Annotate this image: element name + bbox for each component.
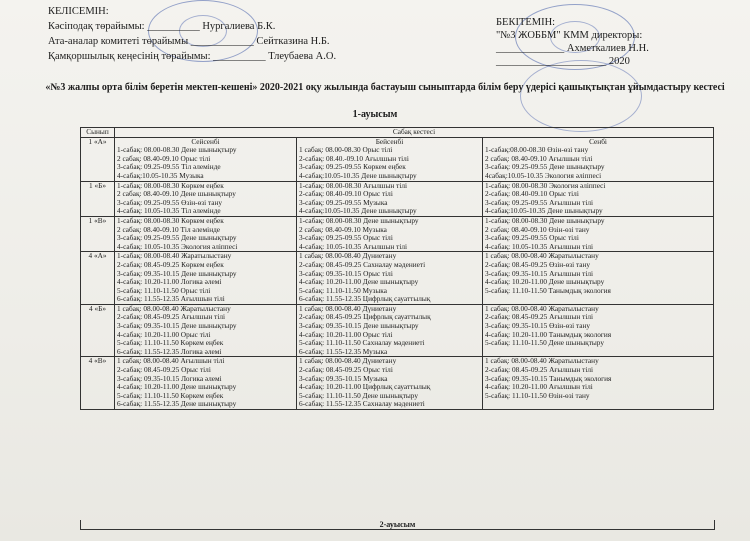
schedule-cell <box>297 304 483 357</box>
lesson-line: 6-сабақ: 11.55-12.35 Музыка <box>299 346 388 356</box>
lesson-line: 3-сабақ: 09.35-10.15 Дене шынықтыру <box>117 268 237 278</box>
lesson-line: 3-сабақ: 09.25-09.55 Дене шынықтыру <box>117 233 237 243</box>
lesson-line: 5-сабақ: 11.10-11.50 Танымдық экология <box>485 285 611 295</box>
lesson-line: 6-сабақ: 11.55-12.35 Дене шынықтыру <box>117 399 237 409</box>
approval-block-right <box>496 16 649 68</box>
lesson-line: 2-сабақ: 08.45-09.25 Цифрлық сауаттылық <box>299 312 431 322</box>
lesson-line: 2-сабақ: 08.45-09.25 Өзін-өзі тану <box>485 259 591 269</box>
lesson-line: 4-сабақ:10.05-10.35 Дене шынықтыру <box>485 206 603 216</box>
lesson-line: 4-сабақ: 10.20-11.00 Дене шынықтыру <box>299 277 419 287</box>
schedule-cell <box>115 357 297 410</box>
lesson-line: 5-сабақ: 11.10-11.50 Көркем еңбек <box>117 338 224 348</box>
schedule-cell <box>115 137 297 181</box>
schedule-cell <box>483 216 714 251</box>
lesson-line: 1-сабақ: 08.00-08.30 Ағылшын тілі <box>299 181 408 190</box>
schedule-cell <box>297 137 483 181</box>
approval-right-line: "№3 ЖОББМ" КММ директоры: <box>496 30 643 41</box>
day-name: Бейсенбі <box>375 137 404 146</box>
lesson-line: 5-сабақ: 11.10-11.50 Орыс тілі <box>117 285 211 295</box>
round-stamp-center <box>520 60 642 132</box>
lesson-line: 3-сабақ: 09.25-09.55 Дене шынықтыру <box>485 162 605 172</box>
lesson-line: 1 сабақ: 08.00-08.40 Жаратылыстану <box>117 304 231 313</box>
lesson-line: 3-сабақ: 09.35-10.15 Ағылшын тілі <box>485 268 594 278</box>
approval-right-label: БЕКІТЕМІН: <box>496 17 556 28</box>
lesson-line: 2-сабақ: 08.40-09.10 Орыс тілі <box>299 189 393 199</box>
lesson-line: 4-сабақ: 10.20-11.00 Орыс тілі <box>117 329 211 339</box>
lesson-line: 2-сабақ: 08.45-09.25 Орыс тілі <box>299 365 393 375</box>
schedule-cell <box>483 181 714 216</box>
lesson-line: 6-сабақ: 11.55-12.35 Логика әлемі <box>117 346 222 356</box>
lesson-line: 5-сабақ: 11.10-11.50 Дене шынықтыру <box>299 390 418 400</box>
lesson-line: 6-сабақ: 11.55-12.35 Ағылшын тілі <box>117 294 225 304</box>
lesson-line: 3-сабақ: 09.25-09.55 Орыс тілі <box>299 233 393 243</box>
lesson-line: 5-сабақ: 11.10-11.50 Сахналау мәдениеті <box>299 338 425 348</box>
lesson-line: 4-сабақ: 10.20-11.00 Дене шынықтыру <box>117 382 237 392</box>
lesson-line: 3-сабақ: 09.35-10.15 Музыка <box>299 373 388 383</box>
table-row <box>81 216 714 251</box>
lesson-line: 2-сабақ: 08.40-09.10 Орыс тілі <box>485 189 579 199</box>
lesson-line: 4-сабақ:10.05-10.35 Дене шынықтыру <box>299 170 417 180</box>
approval-left-line: Кәсіподақ төрайымы: __________ Нургалиева Б.К. <box>48 21 276 32</box>
table-row <box>81 137 714 181</box>
lesson-line: 3-сабақ: 09.25-09.55 Өзін-өзі тану <box>117 197 223 207</box>
lesson-line: 5-сабақ: 11.10-11.50 Көркем еңбек <box>117 390 224 400</box>
lesson-line: 3-сабақ: 09.25-09.55 Ағылшын тілі <box>485 197 594 207</box>
lesson-line: 3-сабақ: 09.35-10.15 Орыс тілі <box>299 268 393 278</box>
table-row <box>81 304 714 357</box>
lesson-line: 4-сабақ: 10.05-10.35 Ағылшын тілі <box>299 241 408 251</box>
class-cell: 4 «В» <box>81 357 115 410</box>
table-body <box>81 137 714 409</box>
schedule-cell <box>115 181 297 216</box>
table-header-row <box>81 128 714 138</box>
schedule-cell <box>297 252 483 305</box>
lesson-line: 4сабақ:10.05-10.35 Экология әліппесі <box>485 170 602 180</box>
lesson-line: 5-сабақ: 11.10-11.50 Өзін-өзі тану <box>485 390 590 400</box>
lesson-line: 2-сабақ: 08.45-09.25 Көркем еңбек <box>117 259 224 269</box>
class-cell: 1 «Б» <box>81 181 115 216</box>
lesson-line: 1 сабақ: 08.00-08.40 Жаратылыстану <box>485 304 599 313</box>
column-header-class: Сынып <box>81 128 115 138</box>
class-cell: 1 «А» <box>81 137 115 181</box>
lesson-line: 4-сабақ:10.05-10.35 Дене шынықтыру <box>299 206 417 216</box>
lesson-line: 2-сабақ: 08.40.-09.10 Ағылшын тілі <box>299 153 409 163</box>
table-row <box>81 252 714 305</box>
lesson-line: 4-сабақ: 10.05-10.35 Экология әліппесі <box>117 241 238 251</box>
lesson-line: 2 сабақ: 08.40-09.10 Музыка <box>299 224 387 234</box>
lesson-line: 1-сабақ: 08.00-08.40 Жаратылыстану <box>117 251 232 261</box>
lesson-line: 1 сабақ: 08.00-08.40 Жаратылыстану <box>485 251 599 261</box>
schedule-cell <box>483 252 714 305</box>
lesson-line: 4-сабақ: 10.20-11.00 Танымдық экология <box>485 329 612 339</box>
lesson-line: 4-сабақ: 10.20-11.00 Логика әлемі <box>117 277 222 287</box>
lesson-line: 2-сабақ: 08.45-09.25 Ағылшын тілі <box>485 312 594 322</box>
lesson-line: 3-сабақ: 09.25-09.55 Тіл әлемінде <box>117 162 221 172</box>
schedule-cell <box>483 304 714 357</box>
lesson-line: 2-сабақ: 08.45-09.25 Сахналау мәдениеті <box>299 259 426 269</box>
lesson-line: 1-сабақ: 08.00-08.30 Дене шынықтыру <box>299 216 419 225</box>
lesson-line: 1-сабақ: 08.00-08.30 Дене шынықтыру <box>117 145 237 155</box>
lesson-line: 4-сабақ: 10.20-11.00 Цифрлық сауаттылық <box>299 382 431 392</box>
lesson-line: 6-сабақ: 11.55-12.35 Сахналау мәдениеті <box>299 399 425 409</box>
lesson-line: 4-сабақ: 10.20-11.00 Ағылшын тілі <box>485 382 593 392</box>
lesson-line: 5-сабақ: 11.10-11.50 Музыка <box>299 285 387 295</box>
lesson-line: 1 сабақ: 08.00-08.40 Дүниетану <box>299 304 397 313</box>
lesson-line: 1 сабақ: 08.00-08.40 Дүниетану <box>299 251 397 261</box>
table-row <box>81 357 714 410</box>
lesson-line: 2-сабақ: 08.45-09.25 Ағылшын тілі <box>485 365 594 375</box>
lesson-line: 3-сабақ: 09.35-10.15 Дене шынықтыру <box>299 321 419 331</box>
approval-block-left <box>48 4 336 64</box>
approval-left-line: Қамқоршылық кеңесінің төрайымы: __________ Тлеубаева А.О. <box>48 51 337 62</box>
lesson-line: 1 сабақ: 08.00-08.40 Жаратылыстану <box>485 356 599 366</box>
lesson-line: 3-сабақ: 09.35-10.15 Өзін-өзі тану <box>485 321 591 331</box>
lesson-line: 4-сабақ: 10.05-10.35 Тіл әлемінде <box>117 206 221 216</box>
schedule-cell <box>297 216 483 251</box>
shift-2-heading: 2-ауысым <box>80 520 715 530</box>
lesson-line: 1 сабақ: 08.00-08.40 Ағылшын тілі <box>117 356 225 366</box>
lesson-line: 4-сабақ:10.05-10.35 Музыка <box>117 170 204 180</box>
lesson-line: 1 сабақ: 08.00-08.40 Дүниетану <box>299 356 397 366</box>
lesson-line: 5-сабақ: 11.10-11.50 Дене шынықтыру <box>485 338 604 348</box>
approval-left-line: Ата-аналар комитеті төрайымы ____________ Сейтказина Н.Б. <box>48 36 330 47</box>
lesson-line: 4-сабақ: 10.20-11.00 Орыс тілі <box>299 329 393 339</box>
schedule-cell <box>115 216 297 251</box>
lesson-line: 2 сабақ: 08.40-09.10 Ағылшын тілі <box>485 153 593 163</box>
schedule-cell <box>115 304 297 357</box>
approval-right-line: _____________________ 2020 <box>496 56 630 67</box>
day-name: Сейсенбі <box>191 137 220 146</box>
lesson-line: 3-сабақ: 09.35-10.15 Логика әлемі <box>117 373 222 383</box>
lesson-line: 1 сабақ: 08.00-08.30 Орыс тілі <box>299 145 393 155</box>
schedule-cell <box>483 137 714 181</box>
lesson-line: 2 сабақ: 08.40-09.10 Өзін-өзі тану <box>485 224 590 234</box>
shift-1-heading: 1-ауысым <box>352 109 398 120</box>
lesson-line: 3-сабақ: 09.25-09.55 Көркем еңбек <box>299 162 406 172</box>
lesson-line: 1-сабақ: 08.00-08.30 Дене шынықтыру <box>485 216 605 225</box>
lesson-line: 2 сабақ: 08.40-09.10 Дене шынықтыру <box>117 189 236 199</box>
schedule-cell <box>483 357 714 410</box>
column-header-schedule: Сабақ кестесі <box>115 128 714 138</box>
class-cell: 1 «В» <box>81 216 115 251</box>
lesson-line: 2-сабақ: 08.45-09.25 Ағылшын тілі <box>117 312 226 322</box>
schedule-cell <box>297 181 483 216</box>
class-cell: 4 «А» <box>81 252 115 305</box>
table-row <box>81 181 714 216</box>
lesson-line: 3-сабақ: 09.35-10.15 Танымдық экология <box>485 373 612 383</box>
schedule-cell <box>297 357 483 410</box>
lesson-line: 6-сабақ: 11.55-12.35 Цифрлық сауаттылық <box>299 294 431 304</box>
lesson-line: 1-сабақ:08.00-08.30 Өзін-өзі тану <box>485 145 589 155</box>
lesson-line: 1-сабақ: 08.00-08.30 Көркем еңбек <box>117 216 224 225</box>
document-title: «№3 жалпы орта білім беретін мектеп-кешені» 2020-2021 оқу жылында бастауыш сыныптарда білім беру үдерісі қашықтықтан ұйымдастыру кестесі <box>45 82 725 93</box>
lesson-line: 1-сабақ: 08.00-08.30 Экология әліппесі <box>485 181 606 190</box>
lesson-line: 3-сабақ: 09.25-09.55 Орыс тілі <box>485 233 579 243</box>
lesson-line: 3-сабақ: 09.25-09.55 Музыка <box>299 197 388 207</box>
day-name: Сенбі <box>589 137 607 146</box>
approval-left-label: КЕЛІСЕМІН: <box>48 6 109 17</box>
schedule-table <box>80 127 714 410</box>
lesson-line: 3-сабақ: 09.35-10.15 Дене шынықтыру <box>117 321 237 331</box>
schedule-cell <box>115 252 297 305</box>
class-cell: 4 «Б» <box>81 304 115 357</box>
lesson-line: 2 сабақ: 08.40-09.10 Орыс тілі <box>117 153 211 163</box>
lesson-line: 4-сабақ: 10.20-11.00 Дене шынықтыру <box>485 277 605 287</box>
lesson-line: 1-сабақ: 08.00-08.30 Көркем еңбек <box>117 181 224 190</box>
lesson-line: 2 сабақ: 08.40-09.10 Тіл әлемінде <box>117 224 221 234</box>
lesson-line: 4-сабақ: 10.05-10.35 Ағылшын тілі <box>485 241 594 251</box>
approval-right-line: _____________ Ахметкалиев Н.Н. <box>496 43 649 54</box>
lesson-line: 2-сабақ: 08.45-09.25 Орыс тілі <box>117 365 211 375</box>
